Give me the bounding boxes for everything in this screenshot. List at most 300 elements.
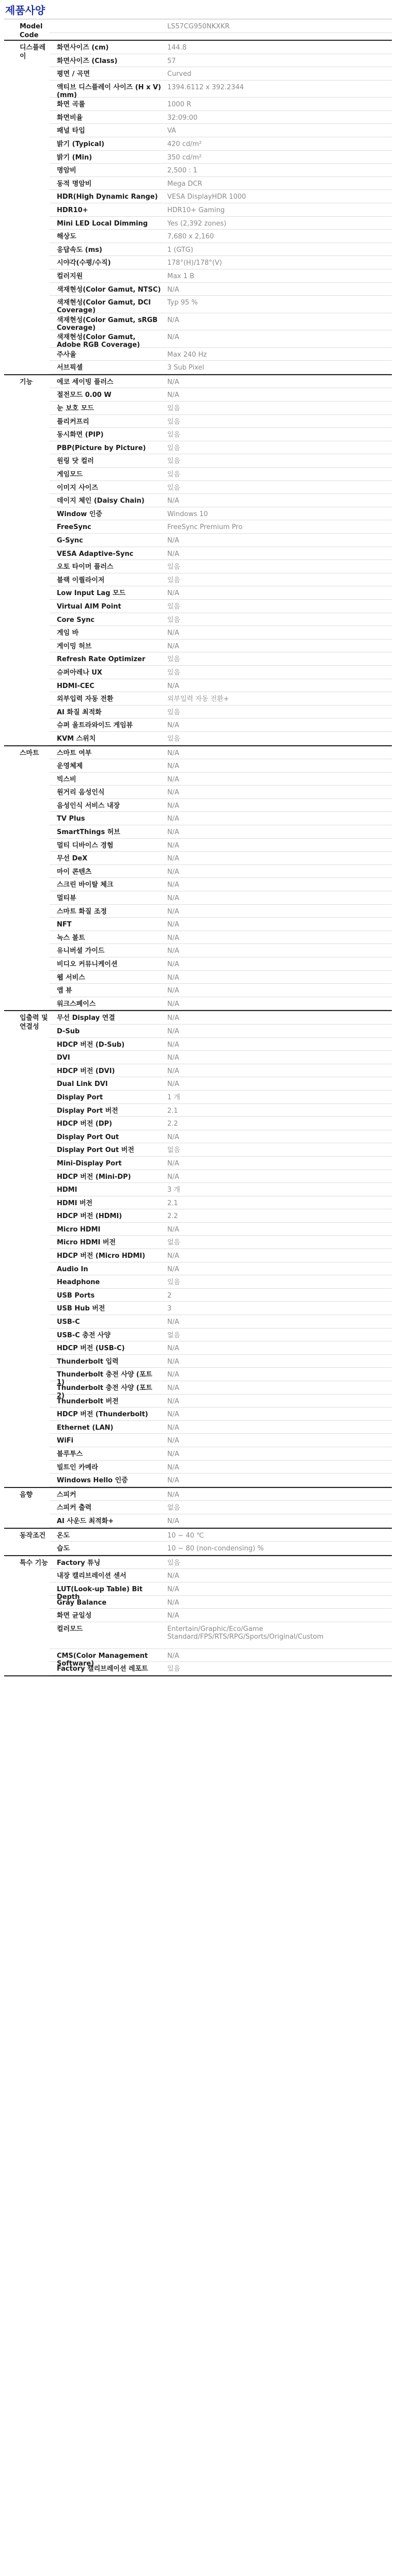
spec-label: 음성인식 서비스 내장 <box>57 802 120 810</box>
spec-row <box>50 666 392 679</box>
spec-row <box>50 773 392 786</box>
spec-label: 블루투스 <box>57 1450 83 1458</box>
spec-label: Window 인증 <box>57 510 102 518</box>
section-rows <box>50 1556 392 1675</box>
spec-label: 원링 닷 컬러 <box>57 457 94 466</box>
spec-row <box>50 137 392 151</box>
spec-value: N/A <box>167 1318 179 1326</box>
spec-value: N/A <box>167 802 179 810</box>
spec-value: Typ 95 % <box>167 299 198 307</box>
spec-row <box>50 296 392 313</box>
spec-value: 있음 <box>167 1559 181 1567</box>
spec-value: N/A <box>167 682 179 690</box>
spec-value: N/A <box>167 961 179 968</box>
spec-label: 절전모드 0.00 W <box>57 391 112 399</box>
spec-value: N/A <box>167 1080 179 1089</box>
spec-value: VA <box>167 127 176 135</box>
spec-label: 마이 콘텐츠 <box>57 868 92 876</box>
page-title: 제품사양 <box>5 4 45 17</box>
spec-row <box>50 547 392 561</box>
spec-label: AI 사운드 최적화+ <box>57 1517 114 1525</box>
spec-value: 있음 <box>167 1278 181 1287</box>
spec-value: N/A <box>167 815 179 823</box>
spec-value: 있음 <box>167 655 181 664</box>
spec-row <box>50 1143 392 1157</box>
spec-value: N/A <box>167 947 179 955</box>
spec-value: N/A <box>167 1371 179 1379</box>
spec-label: 색재현성(Color Gamut, Adobe RGB Coverage) <box>57 333 140 349</box>
spec-row <box>50 177 392 190</box>
spec-value: N/A <box>167 589 179 598</box>
spec-row <box>50 1329 392 1342</box>
spec-row <box>50 283 392 296</box>
spec-value: 7,680 x 2,160 <box>167 233 214 241</box>
spec-row <box>50 573 392 587</box>
spec-value: N/A <box>167 881 179 889</box>
spec-row <box>50 1130 392 1144</box>
spec-row <box>50 1077 392 1091</box>
spec-label: 시야각(수평/수직) <box>57 259 111 267</box>
spec-label: Micro HDMI 버전 <box>57 1239 116 1247</box>
spec-row <box>50 706 392 719</box>
spec-row <box>50 997 392 1011</box>
spec-label: 비디오 커뮤니케이션 <box>57 961 118 968</box>
spec-label: 색재현성(Color Gamut, DCI Coverage) <box>57 299 151 315</box>
spec-label: Headphone <box>57 1278 100 1287</box>
spec-label: 이미지 사이즈 <box>57 484 98 492</box>
spec-row <box>50 652 392 666</box>
spec-row <box>50 626 392 639</box>
spec-row <box>50 230 392 243</box>
spec-label: HDCP 버전 (Mini-DP) <box>57 1173 131 1181</box>
spec-label: Display Port Out <box>57 1133 119 1141</box>
spec-value: N/A <box>167 1463 179 1471</box>
spec-section <box>4 746 392 1012</box>
spec-label: 화면사이즈 (cm) <box>57 44 109 52</box>
spec-label: Mini-Display Port <box>57 1159 122 1167</box>
spec-value: 있음 <box>167 602 181 611</box>
spec-label: 빌트인 카메라 <box>57 1463 98 1471</box>
spec-value: 없음 <box>167 1146 181 1155</box>
spec-label: Factory 튜닝 <box>57 1559 101 1567</box>
spec-label: TV Plus <box>57 815 85 823</box>
spec-row <box>50 918 392 931</box>
spec-row <box>50 1223 392 1236</box>
spec-label: 색재현성(Color Gamut, NTSC) <box>57 285 161 294</box>
spec-label: Display Port 버전 <box>57 1107 118 1115</box>
spec-value: N/A <box>167 629 179 637</box>
spec-value: VESA DisplayHDR 1000 <box>167 193 246 201</box>
spec-label: 스피커 <box>57 1491 76 1499</box>
spec-value: LS57CG950NKXKR <box>167 23 230 30</box>
spec-label: 무선 DeX <box>57 855 88 863</box>
spec-value: 32:09:00 <box>167 114 198 122</box>
spec-label: HDCP 버전 (Micro HDMI) <box>57 1252 146 1260</box>
spec-row <box>50 1236 392 1249</box>
spec-row <box>50 1474 392 1487</box>
spec-label: 무선 Display 연결 <box>57 1014 115 1022</box>
spec-value: N/A <box>167 1411 179 1419</box>
spec-row <box>50 507 392 521</box>
spec-row <box>50 1501 392 1514</box>
spec-row <box>50 190 392 203</box>
spec-label: 스피커 출력 <box>57 1504 92 1512</box>
spec-value: N/A <box>167 1450 179 1458</box>
spec-row <box>50 613 392 627</box>
spec-value: N/A <box>167 1397 179 1405</box>
spec-label <box>50 20 164 23</box>
spec-value: Entertain/Graphic/Eco/Game Standard/FPS/RTS/RPG/Sports/Original/Custom <box>167 1625 324 1641</box>
spec-value: 350 cd/m² <box>167 153 202 162</box>
spec-value: 있음 <box>167 457 181 466</box>
spec-value: 57 <box>167 57 176 65</box>
spec-row <box>50 732 392 745</box>
spec-label: 에코 세이빙 플러스 <box>57 378 114 386</box>
spec-label: HDMI 버전 <box>57 1199 93 1207</box>
spec-value: N/A <box>167 285 179 294</box>
spec-label: 워크스페이스 <box>57 1000 96 1008</box>
spec-value: N/A <box>167 1265 179 1273</box>
spec-row <box>50 98 392 111</box>
spec-row <box>50 1104 392 1117</box>
spec-row <box>50 1170 392 1183</box>
spec-row <box>50 67 392 81</box>
spec-row <box>50 256 392 269</box>
spec-row <box>50 1649 392 1668</box>
spec-row <box>50 402 392 415</box>
spec-row <box>50 1275 392 1289</box>
spec-row <box>50 1407 392 1421</box>
spec-label: HDR10+ <box>57 206 88 215</box>
spec-label: 게임모드 <box>57 471 83 479</box>
spec-value: 2,500 : 1 <box>167 167 198 175</box>
spec-row <box>50 1461 392 1474</box>
spec-row <box>50 1249 392 1262</box>
spec-value: N/A <box>167 894 179 903</box>
section-heading: Model Code <box>20 23 43 39</box>
spec-label: Audio In <box>57 1265 88 1273</box>
spec-value: Mega DCR <box>167 180 202 188</box>
section-heading: 특수 기능 <box>20 1559 48 1567</box>
spec-section <box>4 1529 392 1556</box>
spec-row <box>50 1395 392 1408</box>
spec-label: 유니버셜 가이드 <box>57 947 105 955</box>
section-heading: 스마트 <box>20 749 39 757</box>
spec-value: N/A <box>167 537 179 545</box>
spec-value: N/A <box>167 1491 179 1499</box>
spec-label: 화면비율 <box>57 114 83 122</box>
spec-label: 웹 서비스 <box>57 973 85 982</box>
spec-label: 화면사이즈 (Class) <box>57 57 118 65</box>
spec-value: 없음 <box>167 1331 181 1339</box>
section-heading: 입출력 및 연결성 <box>20 1014 48 1031</box>
spec-row <box>50 41 392 54</box>
spec-row <box>50 746 392 760</box>
spec-row <box>50 1556 392 1570</box>
spec-value: N/A <box>167 828 179 837</box>
spec-value: 있음 <box>167 418 181 426</box>
spec-label: Low Input Lag 모드 <box>57 589 126 598</box>
spec-value: N/A <box>167 1027 179 1035</box>
spec-label: Core Sync <box>57 616 95 624</box>
spec-label: 주사율 <box>57 350 76 359</box>
spec-label: AI 화질 최적화 <box>57 708 102 716</box>
spec-label: Thunderbolt 충전 사양 (포트 1) <box>57 1371 152 1387</box>
spec-value: N/A <box>167 1612 179 1620</box>
spec-row <box>50 1341 392 1355</box>
spec-label: 슈퍼 울트라와이드 게임뷰 <box>57 722 133 730</box>
spec-label: Display Port <box>57 1093 103 1101</box>
spec-row <box>50 388 392 402</box>
spec-label: 스마트 여부 <box>57 749 92 757</box>
spec-value: Yes (2,392 zones) <box>167 219 227 228</box>
spec-value: N/A <box>167 333 179 342</box>
spec-value: 144.8 <box>167 44 187 52</box>
spec-row <box>50 494 392 507</box>
spec-label: WiFi <box>57 1437 74 1445</box>
spec-row <box>50 639 392 653</box>
spec-value: 있음 <box>167 576 181 584</box>
spec-label: 외부입력 자동 전환 <box>57 695 114 703</box>
section-rows <box>50 375 392 745</box>
spec-value: 있음 <box>167 484 181 492</box>
spec-label: 빅스비 <box>57 775 76 783</box>
spec-row <box>50 151 392 164</box>
spec-value: 1 개 <box>167 1093 180 1101</box>
spec-row <box>50 1289 392 1302</box>
spec-row <box>50 799 392 812</box>
spec-value: 있음 <box>167 471 181 479</box>
spec-value: N/A <box>167 1173 179 1181</box>
spec-label: G-Sync <box>57 537 83 545</box>
spec-value: N/A <box>167 1598 179 1607</box>
spec-label: 데이지 체인 (Daisy Chain) <box>57 497 145 505</box>
spec-label: 명암비 <box>57 167 76 175</box>
spec-row <box>50 944 392 957</box>
spec-row <box>50 1514 392 1528</box>
spec-row <box>50 375 392 389</box>
spec-value: 없음 <box>167 1504 181 1512</box>
spec-label: DVI <box>57 1054 70 1062</box>
spec-value: N/A <box>167 1133 179 1141</box>
spec-row <box>50 1196 392 1210</box>
spec-label: 패널 타입 <box>57 127 85 135</box>
spec-value: 2.2 <box>167 1120 178 1128</box>
spec-label: 동적 명암비 <box>57 180 92 188</box>
spec-value: Max 240 Hz <box>167 350 207 359</box>
spec-value: 1 (GTG) <box>167 246 194 254</box>
spec-row <box>50 1038 392 1051</box>
spec-value: N/A <box>167 1585 179 1593</box>
spec-value: FreeSync Premium Pro <box>167 523 243 532</box>
spec-row <box>50 692 392 706</box>
spec-row <box>50 1662 392 1675</box>
spec-row <box>50 812 392 825</box>
spec-value: N/A <box>167 497 179 505</box>
spec-value: 3 개 <box>167 1186 180 1194</box>
spec-label: 플리커프리 <box>57 418 89 426</box>
spec-label: KVM 스위치 <box>57 734 96 743</box>
spec-label: 오토 타이머 플러스 <box>57 563 114 571</box>
spec-section <box>4 375 392 746</box>
spec-label: 해상도 <box>57 233 76 241</box>
spec-row <box>50 1183 392 1196</box>
spec-value: N/A <box>167 855 179 863</box>
spec-label: 운영체제 <box>57 762 83 771</box>
spec-row <box>50 878 392 891</box>
spec-label: 눈 보호 모드 <box>57 405 94 413</box>
spec-row <box>50 1609 392 1622</box>
spec-table <box>4 20 392 1676</box>
spec-row <box>50 957 392 971</box>
spec-value: N/A <box>167 1014 179 1022</box>
spec-value: 2.1 <box>167 1199 178 1207</box>
spec-value: N/A <box>167 642 179 650</box>
spec-row <box>50 560 392 573</box>
spec-row <box>50 454 392 468</box>
spec-row <box>50 1368 392 1387</box>
spec-value: 있음 <box>167 405 181 413</box>
spec-row <box>50 1157 392 1170</box>
spec-row <box>50 203 392 217</box>
spec-value: N/A <box>167 1477 179 1485</box>
spec-value: N/A <box>167 1000 179 1008</box>
spec-label: 멀티뷰 <box>57 894 76 903</box>
spec-label: 응답속도 (ms) <box>57 246 102 254</box>
spec-row <box>50 468 392 481</box>
spec-label: Mini LED Local Dimming <box>57 219 148 228</box>
spec-label: VESA Adaptive-Sync <box>57 550 134 558</box>
spec-value: N/A <box>167 1572 179 1580</box>
spec-value: 1000 R <box>167 101 192 109</box>
spec-value: Curved <box>167 70 192 78</box>
spec-section <box>4 1556 392 1676</box>
spec-label: 게임 바 <box>57 629 79 637</box>
spec-label: Thunderbolt 버전 <box>57 1397 119 1405</box>
spec-label: 컬러모드 <box>57 1625 83 1633</box>
spec-label: USB-C 충전 사양 <box>57 1331 111 1339</box>
spec-label: 원거리 음성인식 <box>57 789 105 797</box>
spec-label: 앱 뷰 <box>57 987 72 995</box>
spec-row <box>50 759 392 773</box>
spec-row <box>50 679 392 693</box>
spec-row <box>50 1011 392 1025</box>
spec-label: Dual Link DVI <box>57 1080 108 1089</box>
spec-label: 색재현성(Color Gamut, sRGB Coverage) <box>57 316 158 332</box>
spec-label: HDMI <box>57 1186 77 1194</box>
spec-label: 화면 균일성 <box>57 1612 92 1620</box>
spec-row <box>50 164 392 177</box>
spec-value: N/A <box>167 921 179 929</box>
spec-row <box>50 243 392 257</box>
spec-value: 있음 <box>167 563 181 571</box>
spec-row <box>50 1025 392 1038</box>
spec-value: N/A <box>167 1067 179 1075</box>
spec-label: Display Port Out 버전 <box>57 1146 134 1155</box>
spec-label: 스마트 화질 조정 <box>57 907 107 916</box>
spec-value: N/A <box>167 378 179 386</box>
section-heading: 기능 <box>20 378 33 386</box>
spec-value: N/A <box>167 1384 179 1392</box>
spec-label: 평면 / 곡면 <box>57 70 90 78</box>
spec-label: Windows Hello 인증 <box>57 1477 128 1485</box>
spec-row <box>50 313 392 331</box>
spec-value: 있음 <box>167 444 181 452</box>
spec-label: 서브픽셀 <box>57 364 83 372</box>
spec-value: N/A <box>167 1252 179 1260</box>
spec-row <box>50 1582 392 1601</box>
spec-value: N/A <box>167 789 179 797</box>
spec-value: 3 <box>167 1305 172 1313</box>
spec-label: Thunderbolt 입력 <box>57 1357 119 1366</box>
spec-value: 외부입력 자동 전환+ <box>167 695 229 703</box>
section-heading: 디스플레이 <box>20 44 46 60</box>
section-rows <box>50 746 392 1011</box>
spec-label: HDCP 버전 (DVI) <box>57 1067 115 1075</box>
spec-label: USB Hub 버전 <box>57 1305 105 1313</box>
spec-row <box>50 20 392 33</box>
spec-row <box>50 865 392 878</box>
spec-label: LUT(Look-up Table) Bit Depth <box>57 1585 143 1601</box>
spec-label: SmartThings 허브 <box>57 828 120 837</box>
spec-value: 2.2 <box>167 1212 178 1221</box>
spec-label: USB Ports <box>57 1291 95 1300</box>
spec-label: 습도 <box>57 1545 70 1553</box>
spec-label: 멀티 디바이스 경험 <box>57 841 114 850</box>
spec-label: NFT <box>57 921 72 929</box>
spec-label: 게이밍 허브 <box>57 642 92 650</box>
spec-value: 10 ~ 80 (non-condensing) % <box>167 1545 264 1553</box>
spec-section <box>4 1011 392 1487</box>
spec-row <box>50 520 392 534</box>
spec-value: N/A <box>167 316 179 324</box>
spec-label: Gray Balance <box>57 1598 107 1607</box>
section-rows <box>50 1529 392 1555</box>
spec-value: N/A <box>167 1652 179 1660</box>
spec-value: N/A <box>167 1423 179 1432</box>
spec-row <box>50 1262 392 1276</box>
spec-label: FreeSync <box>57 523 91 532</box>
section-rows <box>50 41 392 374</box>
spec-row <box>50 1529 392 1542</box>
spec-value: N/A <box>167 868 179 876</box>
spec-value: N/A <box>167 1437 179 1445</box>
spec-label: HDCP 버전 (D-Sub) <box>57 1041 125 1049</box>
spec-row <box>50 1381 392 1400</box>
spec-value: N/A <box>167 1357 179 1366</box>
spec-row <box>50 348 392 361</box>
spec-label: D-Sub <box>57 1027 80 1035</box>
spec-label: Refresh Rate Optimizer <box>57 655 146 664</box>
spec-value: N/A <box>167 1225 179 1234</box>
spec-row <box>50 1622 392 1649</box>
spec-row <box>50 481 392 494</box>
spec-row <box>50 111 392 124</box>
spec-label: HDR(High Dynamic Range) <box>57 193 158 201</box>
spec-label: Thunderbolt 충전 사양 (포트 2) <box>57 1384 152 1400</box>
spec-row <box>50 786 392 799</box>
spec-value: 1394.6112 x 392.2344 <box>167 83 244 91</box>
spec-row <box>50 415 392 428</box>
spec-label: 동시화면 (PIP) <box>57 431 104 439</box>
spec-value: 2 <box>167 1291 172 1300</box>
spec-value: 있음 <box>167 708 181 716</box>
spec-value: 420 cd/m² <box>167 140 202 149</box>
spec-value: 있음 <box>167 616 181 624</box>
spec-row <box>50 1091 392 1104</box>
spec-row <box>50 600 392 613</box>
spec-label: 컬러지원 <box>57 273 83 280</box>
